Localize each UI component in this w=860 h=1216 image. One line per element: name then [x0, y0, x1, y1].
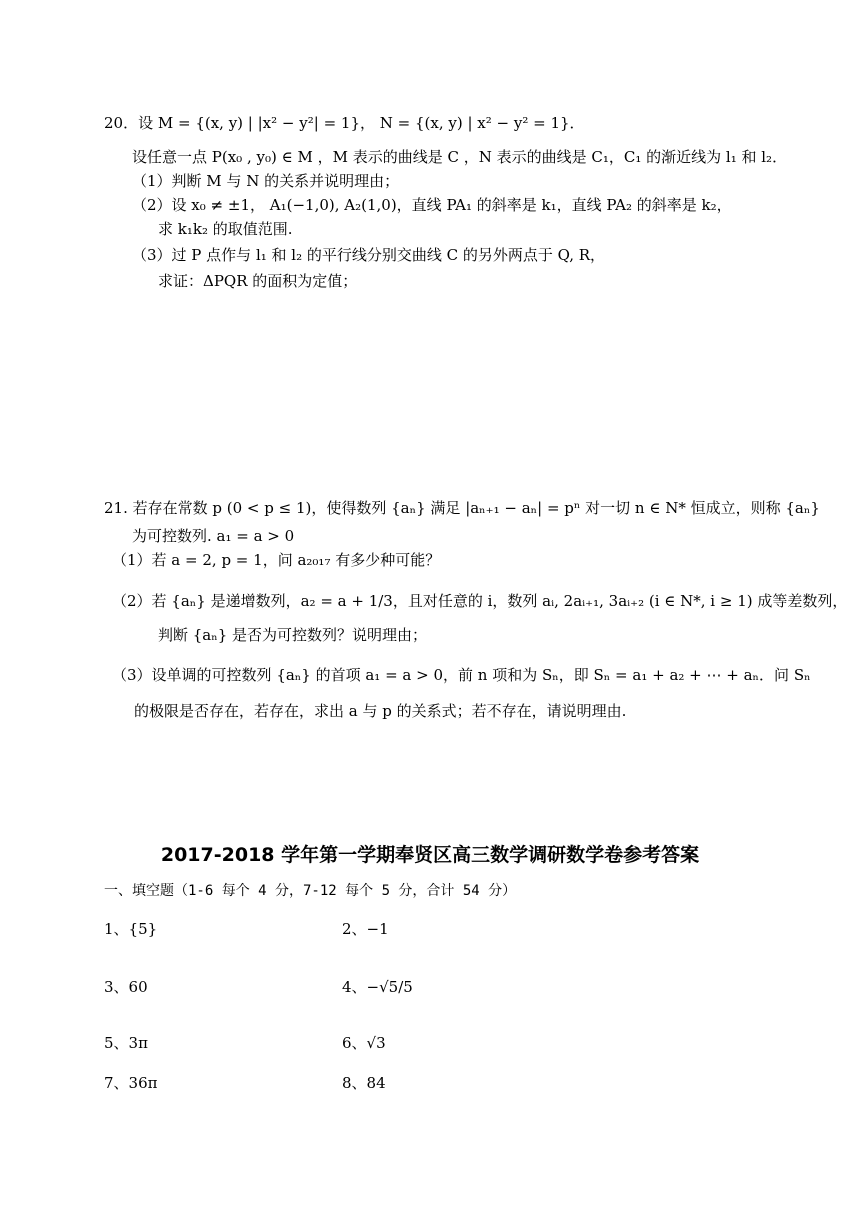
- answer-item: 1、{5}: [104, 920, 158, 938]
- q21-part2b: 判断 {aₙ} 是否为可控数列？说明理由；: [158, 626, 428, 644]
- answer-item: 5、3π: [104, 1034, 148, 1052]
- q21-part1: （1）若 a = 2, p = 1，问 a₂₀₁₇ 有多少种可能？: [112, 551, 441, 569]
- q20-part2: （2）设 x₀ ≠ ±1， A₁(−1,0), A₂(1,0)，直线 PA₁ 的斜率是 k₁，直线 PA₂ 的斜率是 k₂，: [132, 196, 732, 214]
- q20-line2: 设任意一点 P(x₀ , y₀) ∈ M ，M 表示的曲线是 C ，N 表示的曲线是 C₁，C₁ 的渐近线为 l₁ 和 l₂．: [132, 148, 788, 166]
- answers-section-heading: 一、填空题（1-6 每个 4 分，7-12 每个 5 分，合计 54 分）: [104, 883, 517, 899]
- answer-item: 6、√3: [342, 1034, 386, 1052]
- q20-part3: （3）过 P 点作与 l₁ 和 l₂ 的平行线分别交曲线 C 的另外两点于 Q, R，: [132, 246, 606, 264]
- q21-part3b: 的极限是否存在，若存在，求出 a 与 p 的关系式；若不存在，请说明理由.: [134, 702, 627, 720]
- q20-part1: （1）判断 M 与 N 的关系并说明理由；: [132, 172, 400, 190]
- answer-item: 8、84: [342, 1074, 386, 1092]
- q20-stem: 20．设 M = {(x, y) | |x² − y²| = 1}， N = {(x, y) | x² − y² = 1}．: [104, 114, 585, 132]
- q21-part2: （2）若 {aₙ} 是递增数列，a₂ = a + 1/3，且对任意的 i，数列 aᵢ, 2aᵢ₊₁, 3aᵢ₊₂ (i ∈ N*, i ≥ 1) 成等差数列，: [112, 592, 848, 610]
- answer-item: 2、−1: [342, 920, 389, 938]
- answer-item: 4、−√5/5: [342, 978, 413, 996]
- q21-part3: （3）设单调的可控数列 {aₙ} 的首项 a₁ = a > 0，前 n 项和为 Sₙ，即 Sₙ = a₁ + a₂ + ⋯ + aₙ．问 Sₙ: [112, 666, 811, 684]
- q20-part3b: 求证：ΔPQR 的面积为定值；: [158, 272, 358, 290]
- answers-title: 2017-2018 学年第一学期奉贤区高三数学调研数学卷参考答案: [160, 844, 700, 866]
- answer-item: 3、60: [104, 978, 148, 996]
- q21-stem2: 为可控数列. a₁ = a > 0: [132, 527, 295, 545]
- q21-stem: 21. 若存在常数 p (0 < p ≤ 1)，使得数列 {aₙ} 满足 |aₙ₊₁ − aₙ| = pⁿ 对一切 n ∈ N* 恒成立，则称 {aₙ}: [104, 499, 820, 517]
- answer-item: 7、36π: [104, 1074, 158, 1092]
- q20-part2b: 求 k₁k₂ 的取值范围.: [158, 220, 293, 238]
